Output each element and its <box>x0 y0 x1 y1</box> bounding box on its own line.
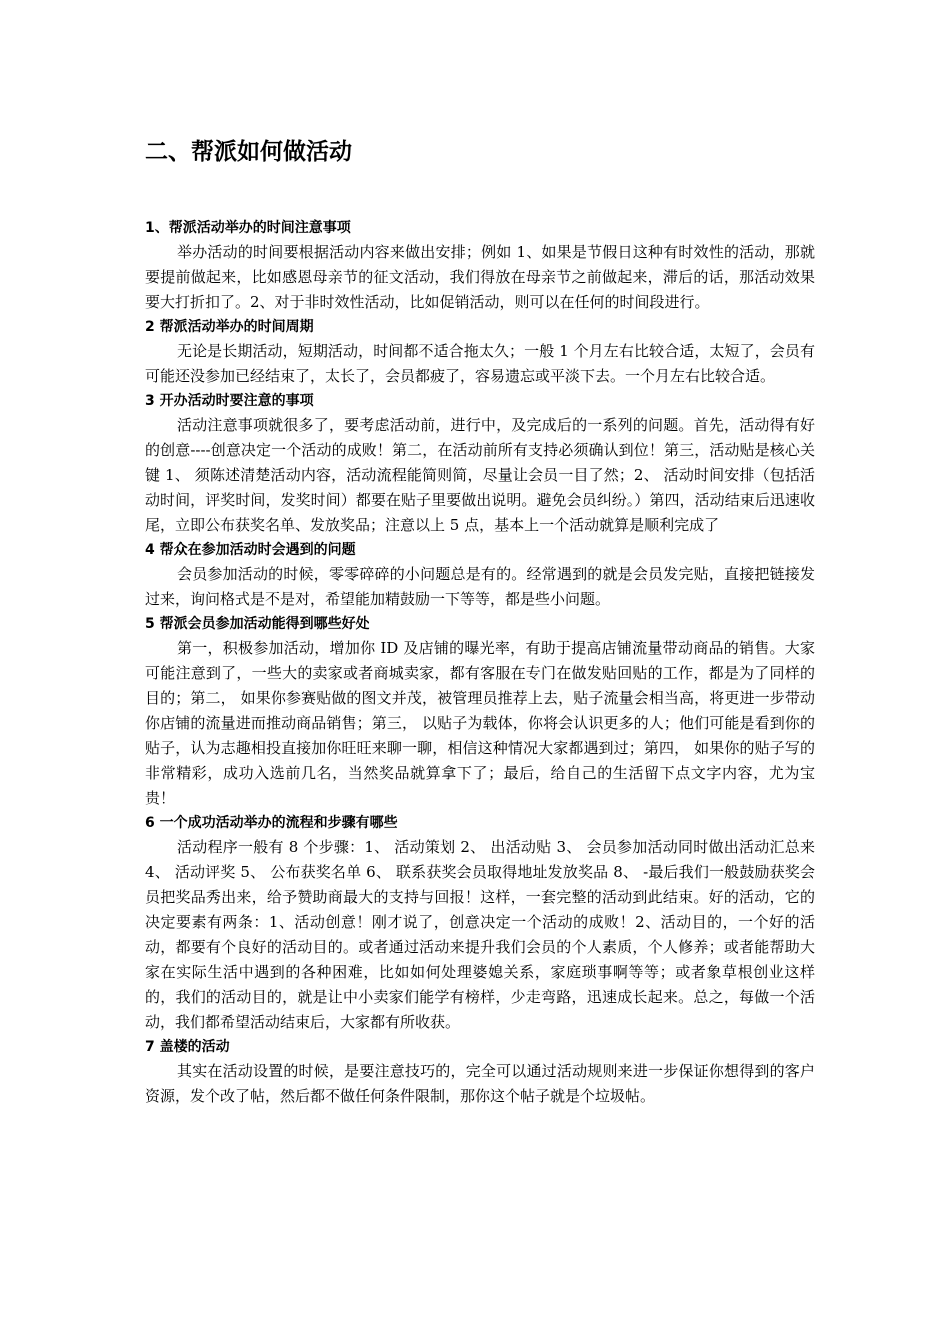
section-paragraph: 无论是长期活动，短期活动，时间都不适合拖太久；一般 1 个月左右比较合适，太短了，会员有可能还没参加已经结束了，太长了，会员都疲了，容易遗忘或平淡下去。一个月左右比较合适。 <box>145 342 815 385</box>
section-paragraph: 活动注意事项就很多了，要考虑活动前，进行中，及完成后的一系列的问题。首先，活动得有好的创意----创意决定一个活动的成败！第二，在活动前所有支持必须确认到位！第三，活动贴是核心关键 1、 须陈述清楚活动内容，活动流程能简则简，尽量让会员一目了然；2、 活动时间安排（包括活动时间，评奖时间，发奖时间）都要在贴子里要做出说明。避免会员纠纷。）第四，活动结束后迅速收尾，立即公布获奖名单、发放奖品；注意以上 5 点，基本上一个活动就算是顺利完成了 <box>145 416 815 534</box>
section-heading: 1、帮派活动举办的时间注意事项 <box>145 220 351 236</box>
section-3 <box>145 389 815 538</box>
section-paragraph: 其实在活动设置的时候，是要注意技巧的，完全可以通过活动规则来进一步保证你想得到的客户资源，发个改了帖，然后都不做任何条件限制，那你这个帖子就是个垃圾帖。 <box>145 1062 815 1105</box>
section-paragraph: 举办活动的时间要根据活动内容来做出安排；例如 1、如果是节假日这种有时效性的活动，那就要提前做起来，比如感恩母亲节的征文活动，我们得放在母亲节之前做起来，滞后的话，那活动效果要大打折扣了。2、对于非时效性活动，比如促销活动，则可以在任何的时间段进行。 <box>145 243 815 311</box>
section-heading: 5 帮派会员参加活动能得到哪些好处 <box>145 616 370 632</box>
document-sections <box>145 216 815 1109</box>
document-title: 二、帮派如何做活动 <box>145 139 352 165</box>
section-1 <box>145 216 815 315</box>
section-paragraph: 第一，积极参加活动，增加你 ID 及店铺的曝光率，有助于提高店铺流量带动商品的销售。大家可能注意到了，一些大的卖家或者商城卖家，都有客服在专门在做发贴回贴的工作，都是为了同样的目的；第二， 如果你参赛贴做的图文并茂，被管理员推荐上去，贴子流量会相当高，将更进一步带动你店铺的流量进而推动商品销售；第三， 以贴子为载体，你将会认识更多的人；他们可能是看到你的贴子，认为志趣相投直接加你旺旺来聊一聊，相信这种情况大家都遇到过；第四， 如果你的贴子写的非常精彩，成功入选前几名，当然奖品就算拿下了；最后，给自己的生活留下点文字内容，尤为宝贵！ <box>145 639 815 807</box>
section-2 <box>145 315 815 389</box>
section-5 <box>145 612 815 811</box>
section-heading: 4 帮众在参加活动时会遇到的问题 <box>145 542 356 558</box>
section-heading: 6 一个成功活动举办的流程和步骤有哪些 <box>145 815 398 831</box>
section-6 <box>145 811 815 1035</box>
section-heading: 7 盖楼的活动 <box>145 1039 230 1055</box>
section-heading: 3 开办活动时要注意的事项 <box>145 393 314 409</box>
section-paragraph: 会员参加活动的时候，零零碎碎的小问题总是有的。经常遇到的就是会员发完贴，直接把链接发过来，询问格式是不是对，希望能加精鼓励一下等等，都是些小问题。 <box>145 565 815 608</box>
section-4 <box>145 538 815 612</box>
section-heading: 2 帮派活动举办的时间周期 <box>145 319 314 335</box>
section-paragraph: 活动程序一般有 8 个步骤：1、 活动策划 2、 出活动贴 3、 会员参加活动同时做出活动汇总来 4、 活动评奖 5、 公布获奖名单 6、 联系获奖会员取得地址发放奖品 8、 -最后我们一般鼓励获奖会员把奖品秀出来，给予赞助商最大的支持与回报！这样，一套完整的活动到此结束。好的活动，它的决定要素有两条：1、活动创意！刚才说了，创意决定一个活动的成败！2、活动目的，一个好的活动，都要有个良好的活动目的。或者通过活动来提升我们会员的个人素质，个人修养；或者能帮助大家在实际生活中遇到的各种困难，比如如何处理婆媳关系，家庭琐事啊等等；或者象草根创业这样的，我们的活动目的，就是让中小卖家们能学有榜样，少走弯路，迅速成长起来。总之，每做一个活动，我们都希望活动结束后，大家都有所收获。 <box>145 838 815 1031</box>
section-7 <box>145 1035 815 1109</box>
